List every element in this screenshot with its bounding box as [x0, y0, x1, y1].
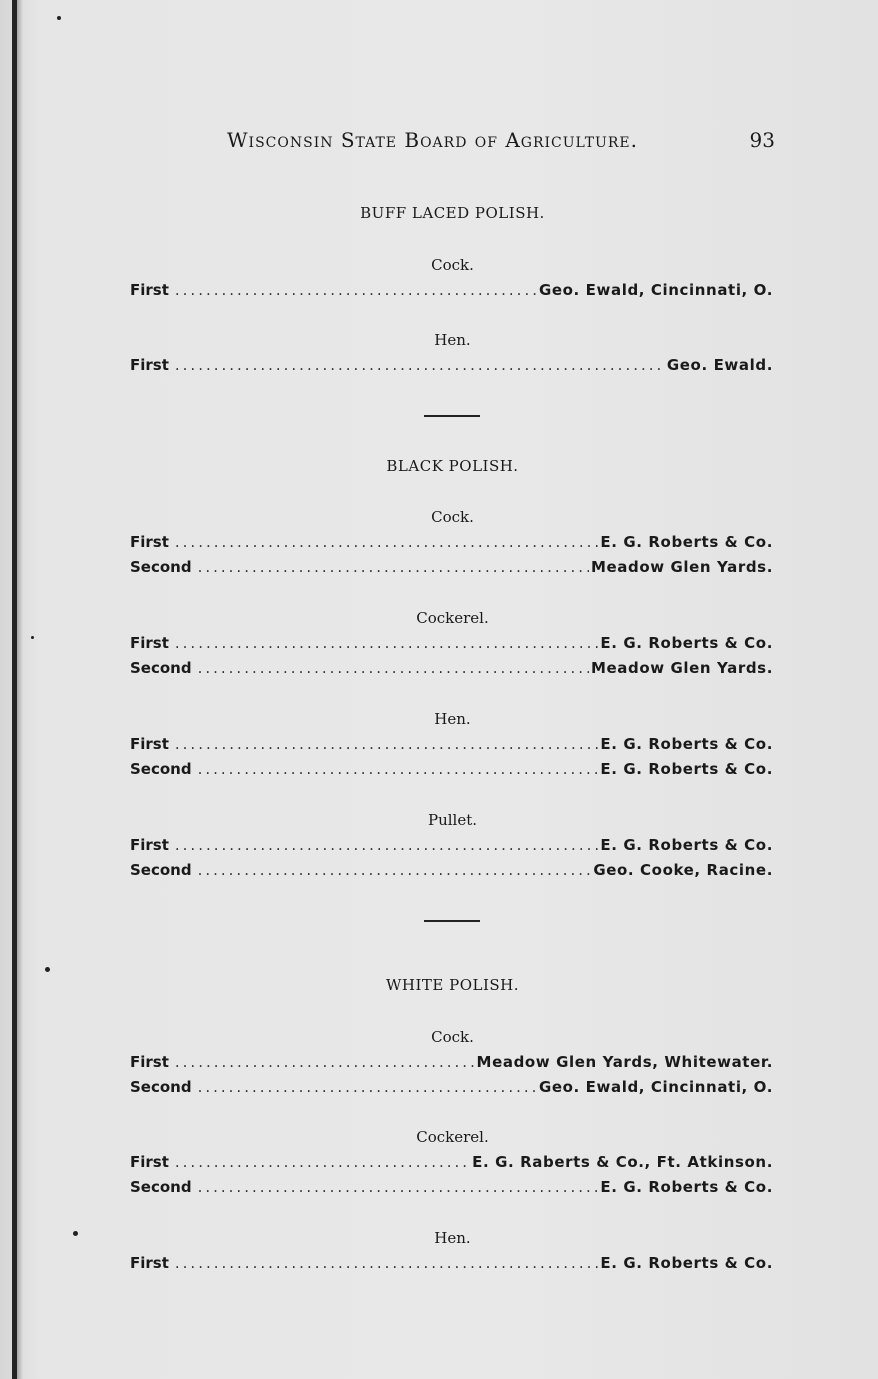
award-entry: [130, 659, 773, 681]
section-divider: [424, 920, 480, 922]
award-entry: [130, 281, 773, 303]
dot-leader: [198, 1078, 537, 1096]
section-title-buff-laced-polish: BUFF LACED POLISH.: [360, 204, 545, 222]
dot-leader: [198, 760, 599, 778]
award-place: Second: [130, 558, 192, 576]
award-entry: [130, 760, 773, 782]
award-entry: [130, 861, 773, 883]
dot-leader: [198, 558, 589, 576]
award-place: Second: [130, 659, 192, 677]
binding-shadow: [17, 0, 23, 1379]
dot-leader: [175, 533, 599, 551]
award-winner: E. G. Roberts & Co.: [600, 533, 773, 551]
dot-leader: [175, 836, 599, 854]
award-winner: E. G. Roberts & Co.: [600, 1254, 773, 1272]
class-heading: Cock.: [431, 1028, 474, 1046]
class-heading: Hen.: [434, 331, 471, 349]
award-entry: [130, 558, 773, 580]
award-winner: Meadow Glen Yards.: [590, 558, 773, 576]
award-place: First: [130, 735, 169, 753]
award-winner: Meadow Glen Yards, Whitewater.: [476, 1053, 773, 1071]
award-entry: [130, 1053, 773, 1075]
dot-leader: [198, 1178, 599, 1196]
award-entry: [130, 634, 773, 656]
award-place: First: [130, 1053, 169, 1071]
section-title-black-polish: BLACK POLISH.: [386, 457, 519, 475]
award-winner: Geo. Ewald, Cincinnati, O.: [538, 281, 773, 299]
class-heading: Cockerel.: [416, 1128, 489, 1146]
award-winner: Meadow Glen Yards.: [590, 659, 773, 677]
award-place: First: [130, 1153, 169, 1171]
dot-leader: [175, 1053, 475, 1071]
running-head-title: Wisconsin State Board of Agriculture.: [227, 128, 638, 152]
award-winner: Geo. Ewald.: [666, 356, 773, 374]
award-winner: E. G. Roberts & Co.: [600, 760, 773, 778]
class-heading: Cockerel.: [416, 609, 489, 627]
page-number: 93: [749, 128, 775, 152]
dot-leader: [198, 861, 592, 879]
dot-leader: [175, 1153, 470, 1171]
award-place: First: [130, 533, 169, 551]
dot-leader: [175, 735, 599, 753]
award-entry: [130, 836, 773, 858]
dot-leader: [175, 356, 665, 374]
award-place: Second: [130, 1178, 192, 1196]
class-heading: Pullet.: [427, 811, 478, 829]
award-winner: E. G. Raberts & Co., Ft. Atkinson.: [472, 1153, 773, 1171]
award-place: First: [130, 836, 169, 854]
scan-speck: [31, 636, 34, 639]
award-place: First: [130, 1254, 169, 1272]
dot-leader: [175, 281, 537, 299]
award-place: First: [130, 356, 169, 374]
award-place: Second: [130, 861, 192, 879]
class-heading: Cock.: [431, 508, 474, 526]
class-heading: Cock.: [431, 256, 474, 274]
dot-leader: [198, 659, 589, 677]
award-entry: [130, 1254, 773, 1276]
award-winner: Geo. Ewald, Cincinnati, O.: [538, 1078, 773, 1096]
scan-speck: [57, 16, 61, 20]
award-entry: [130, 533, 773, 555]
scan-speck: [45, 967, 50, 972]
award-place: First: [130, 634, 169, 652]
dot-leader: [175, 1254, 599, 1272]
award-entry: [130, 356, 773, 378]
award-place: First: [130, 281, 169, 299]
award-place: Second: [130, 760, 192, 778]
dot-leader: [175, 634, 599, 652]
award-winner: E. G. Roberts & Co.: [600, 1178, 773, 1196]
award-entry: [130, 1078, 773, 1100]
running-head: [130, 128, 775, 158]
award-entry: [130, 1153, 773, 1175]
award-entry: [130, 735, 773, 757]
award-place: Second: [130, 1078, 192, 1096]
section-title-white-polish: WHITE POLISH.: [385, 976, 520, 994]
class-heading: Hen.: [434, 1229, 471, 1247]
section-divider: [424, 415, 480, 417]
award-winner: E. G. Roberts & Co.: [600, 634, 773, 652]
class-heading: Hen.: [434, 710, 471, 728]
award-winner: E. G. Roberts & Co.: [600, 836, 773, 854]
award-winner: Geo. Cooke, Racine.: [593, 861, 773, 879]
scan-speck: [73, 1231, 78, 1236]
award-entry: [130, 1178, 773, 1200]
award-winner: E. G. Roberts & Co.: [600, 735, 773, 753]
